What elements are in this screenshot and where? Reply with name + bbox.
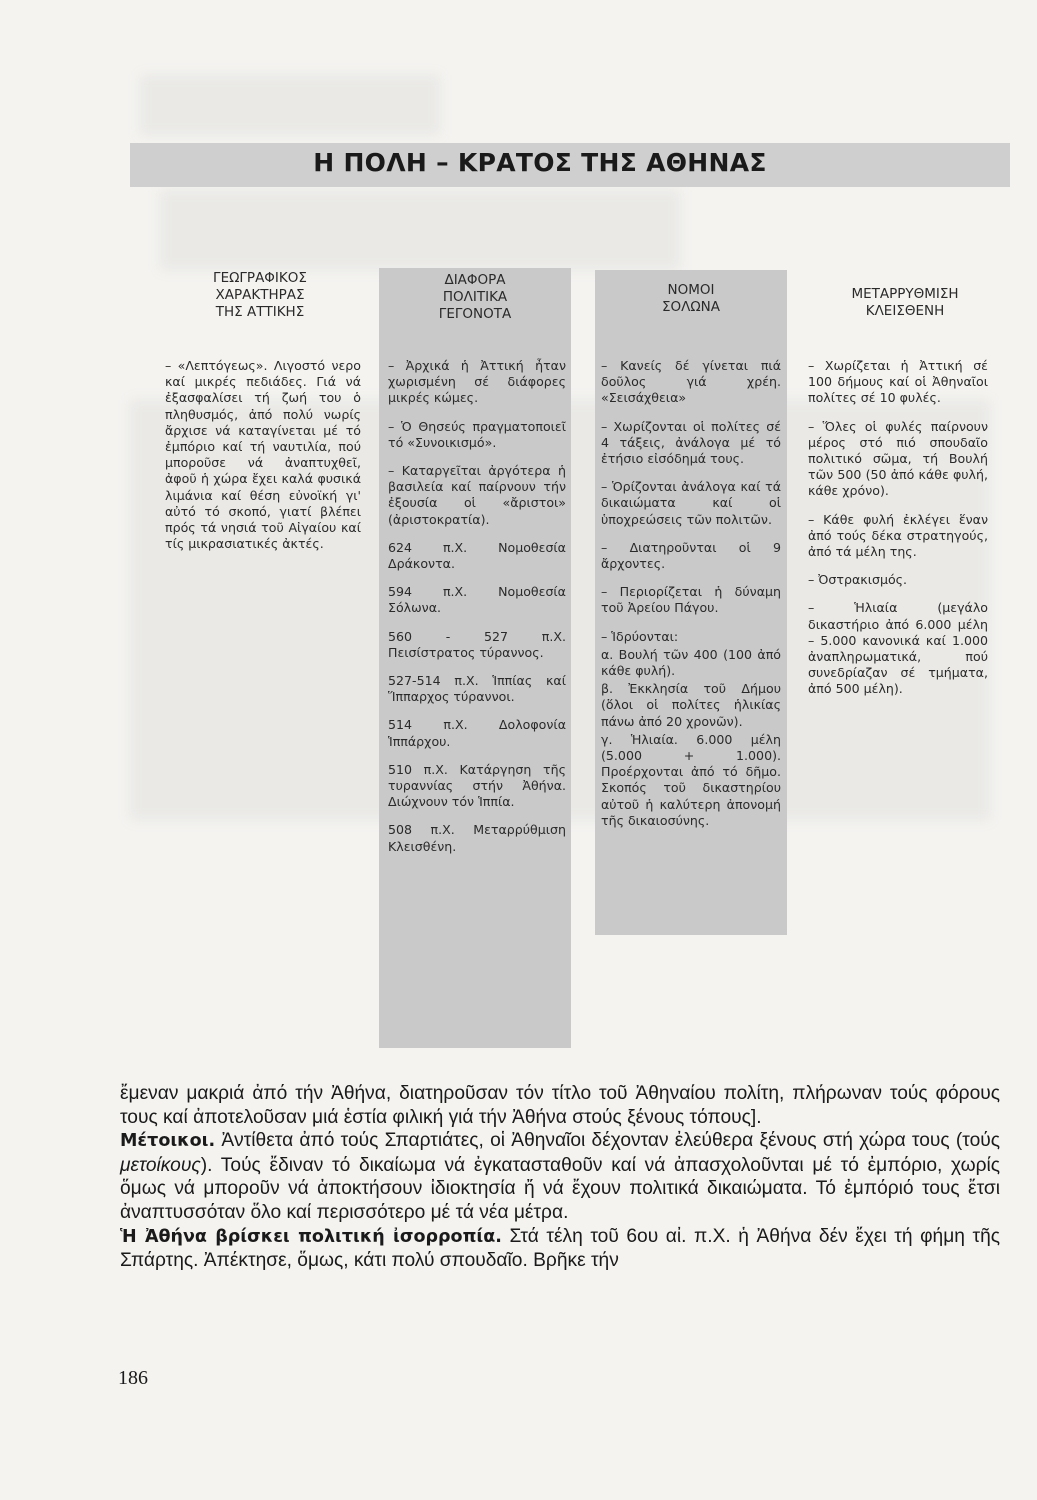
column-paragraph: – Χωρίζεται ἡ Ἀττική σέ 100 δήμους καί οἱ Ἀθηναῖοι πολίτες σέ 10 φυλές. [808, 358, 988, 406]
bleed-through [140, 75, 440, 135]
heading-line: ΧΑΡΑΚΤΗΡΑΣ [215, 287, 305, 303]
paragraph-text: Στά τέλη τοῦ 6ου αἰ. π.Χ. ἡ Ἀθήνα δέν ἔχει τή φήμη τῆς Σπάρτης. Ἀπέκτησε, ὅμως, κάτι πολύ σπουδαῖο. Βρῆκε τήν [120, 1225, 1000, 1272]
column-body-geography [165, 358, 361, 564]
heading-line: ΝΟΜΟΙ [667, 282, 715, 298]
emphasis-metoikous: μετοίκους [120, 1154, 201, 1176]
paragraph-text: ). Τούς ἔδιναν τό δικαίωμα νά ἐγκατασταθοῦν καί νά ἀπασχολοῦνται μέ τό ἐμπόριο, χωρίς ὅμως νά μποροῦν νά ἀποκτήσουν ἰδιοκτησία ἤ νά ἔχουν πολιτικά δικαιώματα. Τό ἐμπόριό τους ἔτσι ἀναπτυσσόταν ὅλο καί περισσότερο μέ τά νέα μέτρα. [120, 1154, 1000, 1223]
bleed-through [160, 190, 680, 270]
column-body-politics [388, 358, 566, 867]
column-paragraph: – Ὁ Θησεύς πραγματοποιεῖ τό «Συνοικισμό». [388, 418, 566, 450]
heading-line: ΓΕΓΟΝΟΤΑ [438, 306, 512, 322]
column-paragraph: 527-514 π.Χ. Ἱππίας καί Ἵππαρχος τύραννοι. [388, 673, 566, 705]
heading-line: ΚΛΕΙΣΘΕΝΗ [865, 303, 945, 319]
column-paragraph: – Περιορίζεται ἡ δύναμη τοῦ Ἀρείου Πάγου. [601, 584, 781, 616]
column-paragraph: α. Βουλή τῶν 400 (100 ἀπό κάθε φυλή). [601, 646, 781, 679]
column-paragraph: – Διατηροῦνται οἱ 9 ἄρχοντες. [601, 539, 781, 572]
paragraph-text: ἔμεναν μακριά ἀπό τήν Ἀθήνα, διατηροῦσαν τόν τίτλο τοῦ Ἀθηναίου πολίτη, πλήρωναν τούς φόρους τους καί ἀποτελοῦσαν μιά ἑστία φιλική γιά τήν Ἀθήνα στούς ξένους τόπους]. [120, 1083, 1000, 1128]
heading-line: ΔΙΑΦΟΡΑ [444, 272, 506, 288]
heading-line: ΓΕΩΓΡΑΦΙΚΟΣ [213, 270, 307, 286]
column-paragraph: β. Ἐκκλησία τοῦ Δήμου (ὅλοι οἱ πολίτες ἡλικίας πάνω ἀπό 20 χρονῶν). [601, 681, 781, 729]
metoikoi-heading: Μέτοικοι. [120, 1131, 216, 1152]
page-title: Η ΠΟΛΗ – ΚΡΑΤΟΣ ΤΗΣ ΑΘΗΝΑΣ [313, 148, 767, 177]
column-paragraph: 594 π.Χ. Νομοθεσία Σόλωνα. [388, 584, 566, 616]
column-heading-solon [596, 282, 786, 316]
column-paragraph: – Ὁρίζονται ἀνάλογα καί τά δικαιώματα καί οἱ ὑποχρεώσεις τῶν πολιτῶν. [601, 479, 781, 527]
column-paragraph: γ. Ἡλιαία. 6.000 μέλη (5.000 + 1.000). Προέρχονται ἀπό τό δῆμο. Σκοπός τοῦ δικαστηρίου αὐτοῦ ἡ καλύτερη ἀπονομή τῆς δικαιοσύνης. [601, 731, 781, 828]
column-paragraph: – Χωρίζονται οἱ πολίτες σέ 4 τάξεις, ἀνάλογα μέ τό ἐτήσιο εἰσόδημά τους. [601, 418, 781, 467]
main-paragraph [120, 1082, 1000, 1129]
paragraph-text: Ἀντίθετα ἀπό τούς Σπαρτιάτες, οἱ Ἀθηναῖοι δέχονταν ἐλεύθερα ξένους στή χώρα τους (τούς [215, 1130, 1000, 1152]
column-paragraph: 514 π.Χ. Δολοφονία Ἱππάρχου. [388, 717, 566, 749]
column-heading-cleisthenes [805, 286, 1005, 320]
main-paragraph [120, 1129, 1000, 1224]
column-paragraph: 510 π.Χ. Κατάργηση τῆς τυραννίας στήν Ἀθήνα. Διώχνουν τόν Ἱππία. [388, 761, 566, 810]
column-paragraph: – Ὀστρακισμός. [808, 572, 908, 588]
main-text [120, 1082, 1000, 1273]
column-body-cleisthenes [808, 358, 988, 710]
column-paragraph: – Κάθε φυλή ἐκλέγει ἕναν ἀπό τούς δέκα στρατηγούς, ἀπό τά μέλη της. [808, 511, 988, 560]
column-paragraph: 508 π.Χ. Μεταρρύθμιση Κλεισθένη. [388, 822, 566, 854]
heading-line: ΤΗΣ ΑΤΤΙΚΗΣ [215, 304, 305, 320]
column-paragraph: – Ὅλες οἱ φυλές παίρνουν μέρος στό πιό σπουδαῖο πολιτικό σῶμα, τή Βουλή τῶν 500 (50 ἀπό κάθε φυλή, κάθε χρόνο). [808, 418, 988, 499]
column-paragraph: 560 - 527 π.Χ. Πεισίστρατος τύραννος. [388, 628, 566, 660]
column-paragraph: – «Λεπτόγεως». Λιγοστό νερο καί μικρές πεδιάδες. Γιά νά ἐξασφαλίσει τή ζωή του ὁ πληθυσμός, ἀπό πολύ νωρίς ἄρχισε νά καταγίνεται μέ τό ἐμπόριο καί τή ναυτιλία, πού μποροῦσε νά ἀναπτυχθεῖ, ἀφοῦ ἡ χώρα ἔχει καλά φυσικά λιμάνια καί θέση εὐνοϊκή γι' αὐτό τό σκοπό, γιατί βλέπει πρός τά νησιά τοῦ Αἰγαίου καί τίς μικρασιατικές ἀκτές. [165, 358, 361, 552]
heading-line: ΣΟΛΩΝΑ [661, 299, 721, 315]
heading-line: ΠΟΛΙΤΙΚΑ [442, 289, 508, 305]
main-paragraph [120, 1225, 1000, 1273]
page-number: 186 [118, 1367, 148, 1389]
balance-heading: Ἡ Ἀθήνα βρίσκει πολιτική ἰσορροπία. [120, 1226, 502, 1247]
column-heading-politics [380, 272, 570, 323]
column-paragraph: – Ἡλιαία (μεγάλο δικαστήριο ἀπό 6.000 μέλη – 5.000 κανονικά καί 1.000 ἀναπληρωματικά, πού συνεδρίαζαν σέ τμήματα, ἀπό 500 μέλη). [808, 600, 988, 697]
heading-line: ΜΕΤΑΡΡΥΘΜΙΣΗ [851, 286, 959, 302]
column-paragraph: – Ἀρχικά ἡ Ἀττική ἦταν χωρισμένη σέ διάφορες μικρές κώμες. [388, 358, 566, 406]
column-heading-geography [160, 270, 360, 321]
column-paragraph: – Ἱδρύονται: [601, 628, 679, 644]
column-paragraph: 624 π.Χ. Νομοθεσία Δράκοντα. [388, 539, 566, 572]
column-paragraph: – Κανείς δέ γίνεται πιά δοῦλος γιά χρέη. «Σεισάχθεια» [601, 358, 781, 406]
column-paragraph: – Καταργεῖται ἀργότερα ἡ βασιλεία καί παίρνουν τήν ἐξουσία οἱ «ἄριστοι» (ἀριστοκρατία). [388, 463, 566, 527]
column-body-solon [601, 358, 781, 841]
